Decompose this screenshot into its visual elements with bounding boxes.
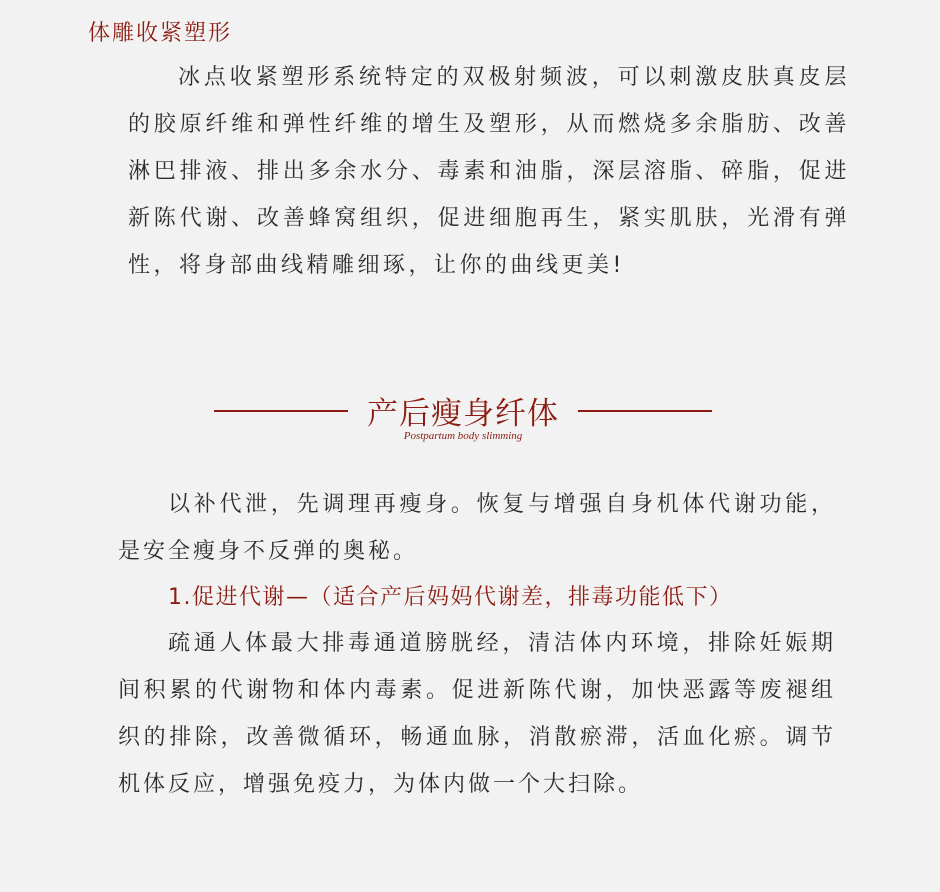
subheading-promote-metabolism: 1.促进代谢—（适合产后妈妈代谢差，排毒功能低下） [168,585,733,610]
body-sculpting-paragraph: 冰点收紧塑形系统特定的双极射频波，可以刺激皮肤真皮层的胶原纤维和弹性纤维的增生及塑形，从而燃烧多余脂肪、改善淋巴排液、排出多余水分、毒素和油脂，深层溶脂、碎脂，促进新陈代谢、改善蜂窝组织，促进细胞再生，紧实肌肤，光滑有弹性，将身部曲线精雕细琢，让你的曲线更美! [128,65,850,278]
promote-metabolism-paragraph: 疏通人体最大排毒通道膀胱经，清洁体内环境，排除妊娠期间积累的代谢物和体内毒素。促进新陈代谢，加快恶露等废褪组织的排除，改善微循环，畅通血脉，消散瘀滞，活血化瘀。调节机体反应，增强免疫力，为体内做一个大扫除。 [118,631,836,797]
section-heading-english-subtitle: Postpartum body slimming [403,430,523,442]
heading-divider-right [578,410,712,412]
section-heading-postpartum-slimming: 产后瘦身纤体 [367,396,559,432]
section-title-body-sculpting: 体雕收紧塑形 [88,21,233,46]
heading-divider-left [214,410,348,412]
postpartum-intro-paragraph: 以补代泄，先调理再瘦身。恢复与增强自身机体代谢功能，是安全瘦身不反弹的奥秘。 [118,492,836,564]
